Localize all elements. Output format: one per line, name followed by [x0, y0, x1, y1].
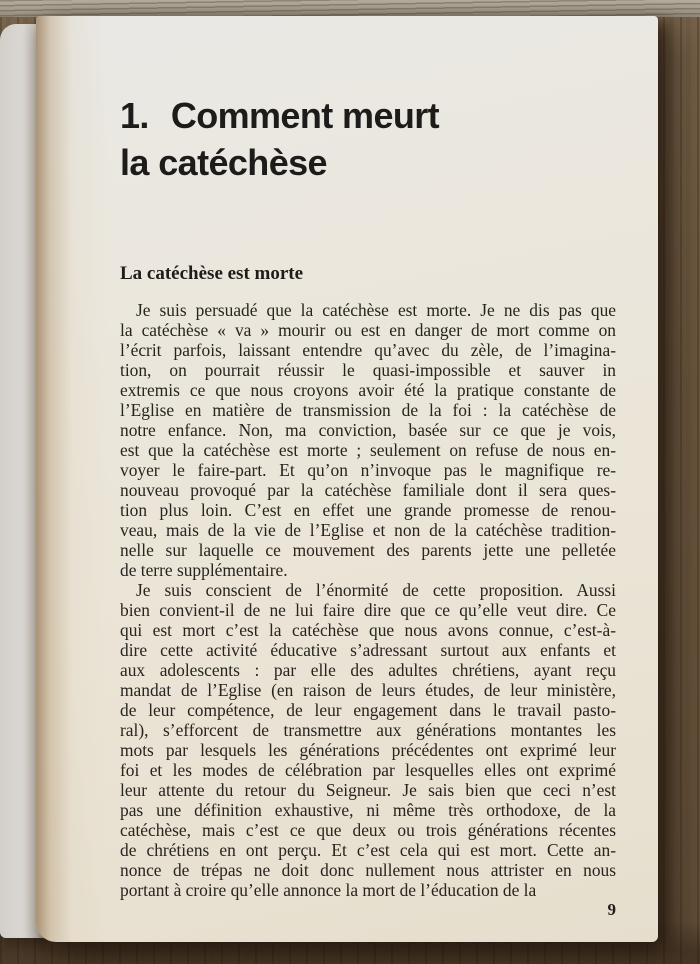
text-line: mots par lesquels les générations précédentes ont exprimé leur — [120, 740, 616, 760]
text-line: veau, mais de la vie de l’Eglise et non de la catéchèse tradition- — [120, 520, 616, 540]
text-line: pas une définition exhaustive, ni même très orthodoxe, de la — [120, 800, 616, 820]
text-line: portant à croire qu’elle annonce la mort de l’éducation de la — [120, 880, 537, 900]
text-line: Je suis conscient de l’énormité de cette proposition. Aussi — [136, 580, 616, 600]
text-line: de chrétiens en ont perçu. Et c’est cela qui est mort. Cette an- — [120, 840, 616, 860]
text-line: qui est mort c’est la catéchèse que nous avons connue, c’est-à- — [120, 620, 616, 640]
chapter-title-line2: la catéchèse — [120, 142, 327, 183]
body-text — [120, 300, 616, 900]
text-line: notre enfance. Non, ma conviction, basée sur ce que je vois, — [120, 420, 616, 440]
text-line: ral), s’efforcent de transmettre aux générations montantes les — [120, 720, 616, 740]
text-line: voyer le faire-part. Et qu’on n’invoque pas le magnifique re- — [120, 460, 616, 480]
page-content — [120, 92, 616, 920]
text-line: la catéchèse « va » mourir ou est en danger de mort comme on — [120, 320, 616, 340]
chapter-title-text: Comment meurt — [170, 95, 440, 136]
book-page — [36, 16, 658, 942]
text-line: nonce de trépas ne doit donc nullement nous attrister en nous — [120, 860, 616, 880]
text-line: aux adolescents : par elle des adultes chrétiens, ayant reçu — [120, 660, 616, 680]
text-line: nelle sur laquelle ce mouvement des parents jette une pelletée — [120, 540, 616, 560]
text-line: de leur compétence, de leur engagement dans le travail pasto- — [120, 700, 616, 720]
text-line: l’Eglise en matière de transmission de la foi : la catéchèse de — [120, 400, 616, 420]
page-number: 9 — [607, 900, 616, 919]
text-line: extremis ce que nous croyons avoir été la pratique constante de — [120, 380, 616, 400]
text-line: Je suis persuadé que la catéchèse est morte. Je ne dis pas que — [136, 300, 616, 320]
text-line: mandat de l’Eglise (en raison de leurs études, de leur ministère, — [120, 680, 616, 700]
text-line: tion, on pourrait réussir le quasi-impossible et sauver in — [120, 360, 616, 380]
text-line: leur attente du retour du Seigneur. Je sais bien que ceci n’est — [120, 780, 616, 800]
text-line: catéchèse, mais c’est ce que deux ou trois générations récentes — [120, 820, 616, 840]
text-line: de terre supplémentaire. — [120, 560, 288, 580]
chapter-number: 1. — [120, 95, 149, 136]
text-line: foi et les modes de célébration par lesquelles elles ont exprimé — [120, 760, 616, 780]
text-line: est que la catéchèse est morte ; seulement on refuse de nous en- — [120, 440, 616, 460]
text-line: bien convient-il de ne lui faire dire que ce qu’elle veut dire. Ce — [120, 600, 616, 620]
wood-table-top-strip — [0, 0, 700, 17]
text-line: tion plus loin. C’est en effet une grande promesse de renou- — [120, 500, 616, 520]
section-heading: La catéchèse est morte — [120, 263, 304, 284]
text-line: l’écrit parfois, laissant entendre qu’avec du zèle, de l’imagina- — [120, 340, 616, 360]
chapter-title — [120, 92, 616, 186]
text-line: nouveau provoqué par la catéchèse familiale dont il sera ques- — [120, 480, 616, 500]
text-line: dire cette activité éducative s’adressant surtout aux enfants et — [120, 640, 616, 660]
